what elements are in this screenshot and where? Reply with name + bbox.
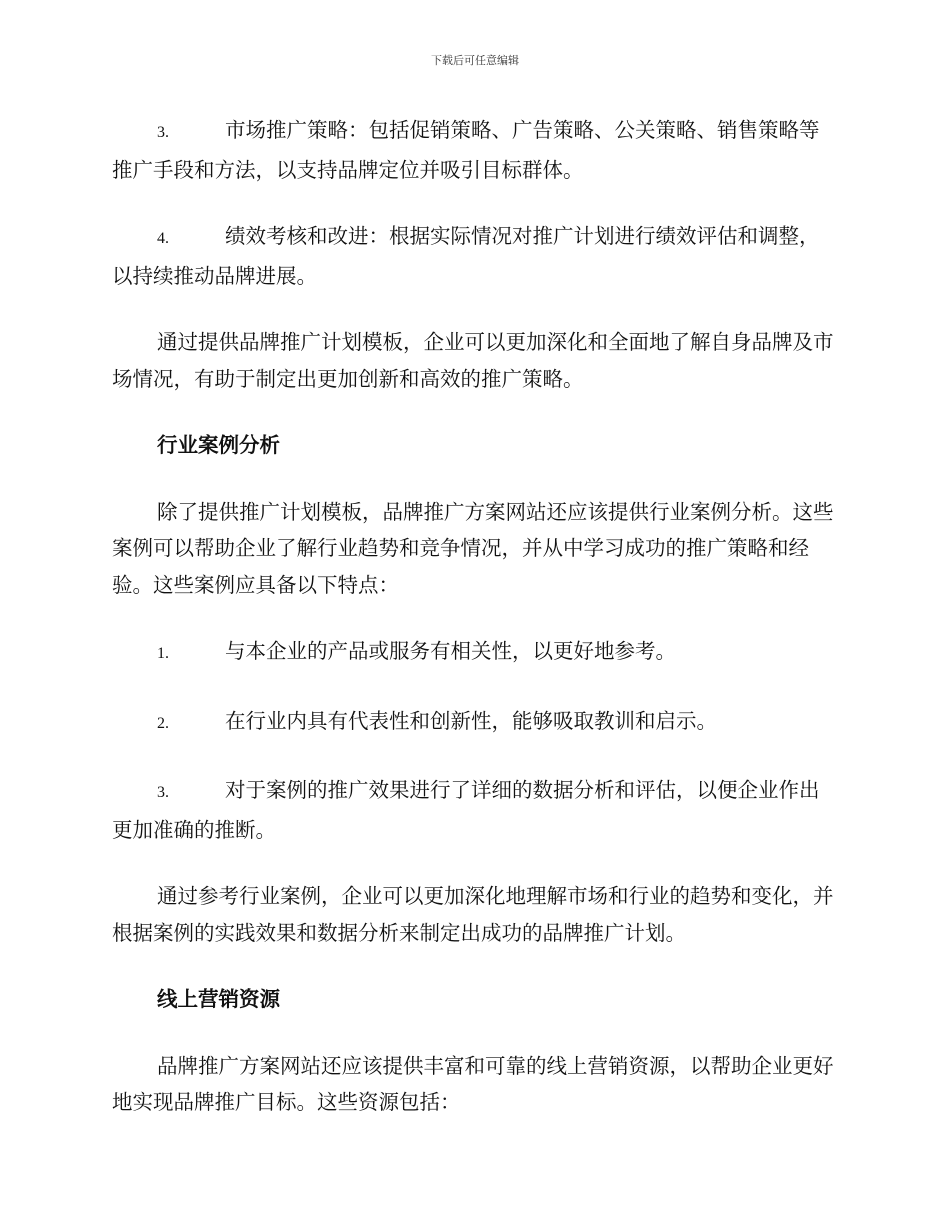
document-body — [112, 112, 834, 1151]
list-item-text: 与本企业的产品或服务有相关性，以更好地参考。 — [225, 639, 676, 663]
paragraph-industry-cases-intro: 除了提供推广计划模板，品牌推广方案网站还应该提供行业案例分析。这些案例可以帮助企业了解行业趋势和竞争情况，并从中学习成功的推广策略和经验。这些案例应具备以下特点： — [112, 499, 834, 597]
list-number: 3. — [157, 124, 169, 141]
list-item-performance-review — [112, 218, 834, 294]
list-item-relevance — [112, 633, 834, 673]
paragraph-template-summary: 通过提供品牌推广计划模板，企业可以更加深化和全面地了解自身品牌及市场情况，有助于制定出更加创新和高效的推广策略。 — [112, 330, 834, 391]
list-item-representative — [112, 703, 834, 743]
list-number: 3. — [157, 784, 169, 801]
list-number: 2. — [157, 714, 169, 732]
list-item-text: 对于案例的推广效果进行了详细的数据分析和评估，以便企业作出更加准确的推断。 — [112, 778, 820, 842]
list-item-text: 市场推广策略：包括促销策略、广告策略、公关策略、销售策略等推广手段和方法，以支持品牌定位并吸引目标群体。 — [112, 118, 820, 182]
list-item-text: 绩效考核和改进：根据实际情况对推广计划进行绩效评估和调整，以持续推动品牌进展。 — [112, 224, 820, 288]
list-number: 1. — [157, 645, 169, 662]
list-item-marketing-strategy — [112, 112, 834, 188]
paragraph-industry-cases-summary: 通过参考行业案例，企业可以更加深化地理解市场和行业的趋势和变化，并根据案例的实践效果和数据分析来制定出成功的品牌推广计划。 — [112, 884, 834, 945]
section-heading-industry-cases: 行业案例分析 — [157, 433, 280, 457]
list-item-text: 在行业内具有代表性和创新性，能够吸取教训和启示。 — [225, 708, 717, 733]
paragraph-online-marketing-intro: 品牌推广方案网站还应该提供丰富和可靠的线上营销资源，以帮助企业更好地实现品牌推广目标。这些资源包括： — [112, 1053, 834, 1114]
list-number: 4. — [157, 230, 169, 247]
list-item-data-analysis — [112, 772, 834, 848]
page-header: 下载后可任意编辑 — [431, 54, 519, 67]
section-heading-online-marketing: 线上营销资源 — [157, 987, 280, 1011]
